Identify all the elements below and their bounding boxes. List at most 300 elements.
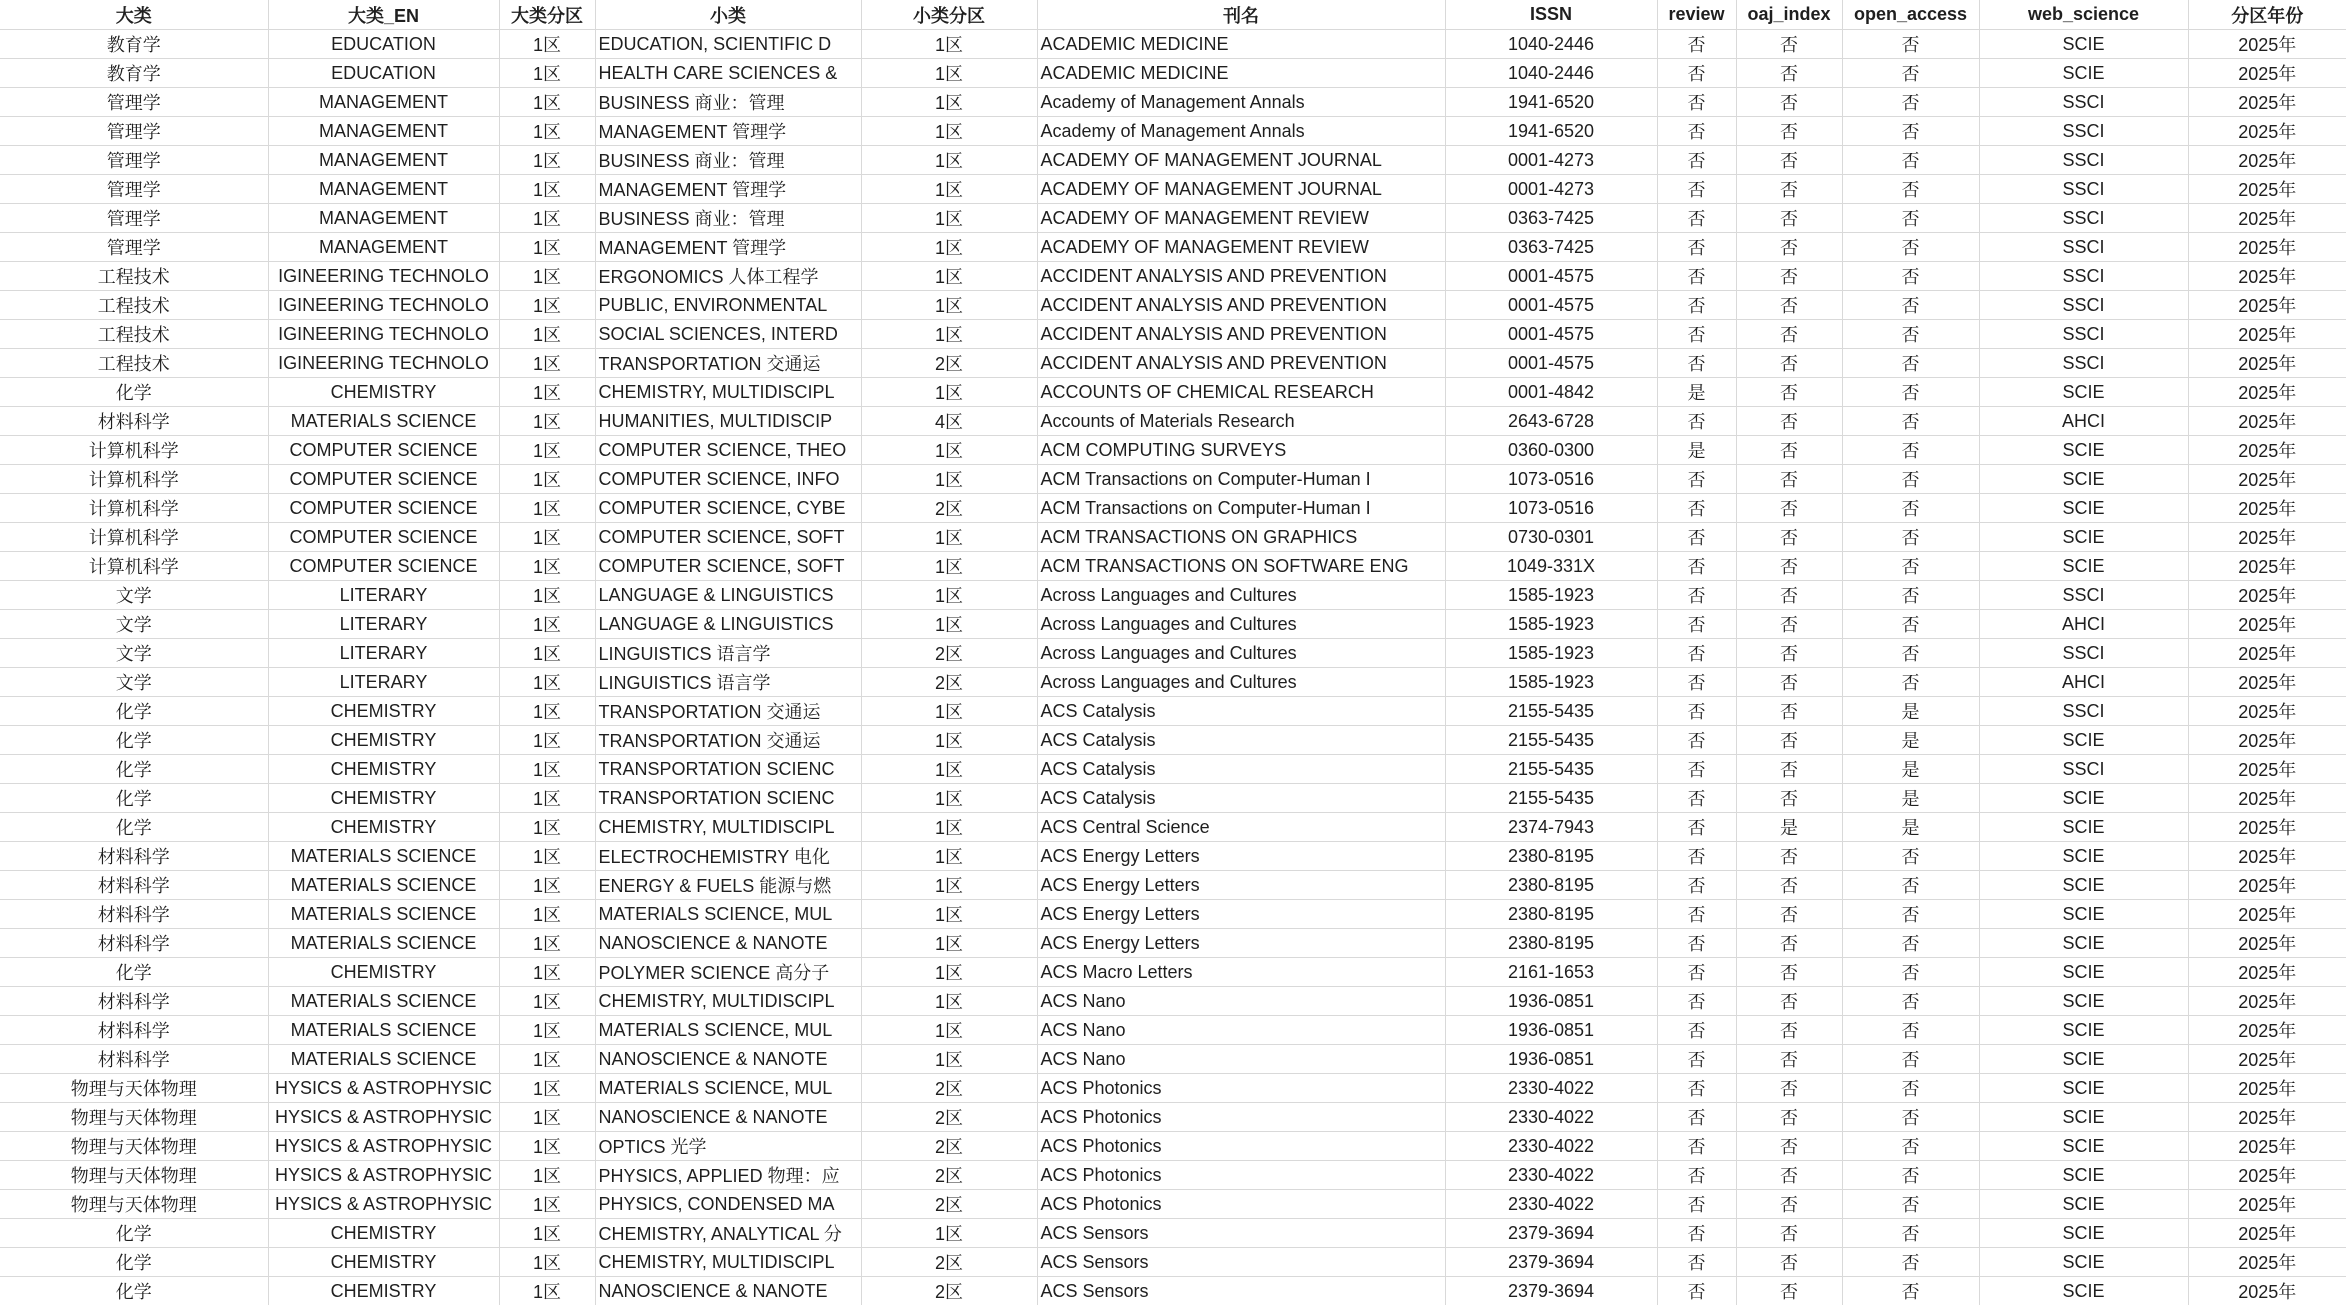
cell-xiaolei-fenqu[interactable]: 1区 (861, 1045, 1037, 1074)
cell-xiaolei-fenqu[interactable]: 2区 (861, 1161, 1037, 1190)
cell-web-science[interactable]: SSCI (1979, 639, 2188, 668)
cell-issn[interactable]: 2643-6728 (1445, 407, 1657, 436)
cell-web-science[interactable]: SCIE (1979, 726, 2188, 755)
cell-oaj-index[interactable]: 否 (1736, 320, 1842, 349)
cell-web-science[interactable]: SSCI (1979, 117, 2188, 146)
cell-xiaolei[interactable]: BUSINESS 商业：管理 (595, 204, 861, 233)
cell-issn[interactable]: 1585-1923 (1445, 668, 1657, 697)
cell-dalei-en[interactable]: MATERIALS SCIENCE (268, 842, 499, 871)
cell-dalei-fenqu[interactable]: 1区 (499, 929, 595, 958)
header-cell-xiaolei-fenqu[interactable]: 小类分区 (861, 0, 1037, 30)
cell-xiaolei[interactable]: MANAGEMENT 管理学 (595, 175, 861, 204)
cell-dalei-fenqu[interactable]: 1区 (499, 262, 595, 291)
cell-xiaolei-fenqu[interactable]: 1区 (861, 755, 1037, 784)
cell-kanming[interactable]: ACADEMY OF MANAGEMENT JOURNAL (1037, 146, 1445, 175)
cell-xiaolei-fenqu[interactable]: 2区 (861, 1190, 1037, 1219)
cell-open-access[interactable]: 否 (1842, 1190, 1979, 1219)
cell-issn[interactable]: 2379-3694 (1445, 1248, 1657, 1277)
cell-oaj-index[interactable]: 否 (1736, 784, 1842, 813)
cell-xiaolei-fenqu[interactable]: 2区 (861, 1103, 1037, 1132)
cell-issn[interactable]: 1040-2446 (1445, 30, 1657, 59)
cell-web-science[interactable]: SCIE (1979, 1219, 2188, 1248)
cell-dalei-fenqu[interactable]: 1区 (499, 1016, 595, 1045)
cell-fenqu-nianfen[interactable]: 2025年 (2188, 1161, 2346, 1190)
cell-open-access[interactable]: 否 (1842, 320, 1979, 349)
cell-xiaolei[interactable]: MANAGEMENT 管理学 (595, 117, 861, 146)
cell-review[interactable]: 否 (1657, 349, 1736, 378)
cell-dalei[interactable]: 文学 (0, 639, 268, 668)
cell-dalei[interactable]: 材料科学 (0, 987, 268, 1016)
cell-xiaolei[interactable]: TRANSPORTATION 交通运 (595, 349, 861, 378)
cell-kanming[interactable]: ACS Photonics (1037, 1190, 1445, 1219)
cell-dalei-fenqu[interactable]: 1区 (499, 494, 595, 523)
cell-oaj-index[interactable]: 否 (1736, 407, 1842, 436)
cell-dalei[interactable]: 计算机科学 (0, 465, 268, 494)
cell-review[interactable]: 否 (1657, 146, 1736, 175)
cell-issn[interactable]: 0001-4575 (1445, 320, 1657, 349)
cell-fenqu-nianfen[interactable]: 2025年 (2188, 552, 2346, 581)
cell-review[interactable]: 否 (1657, 610, 1736, 639)
cell-xiaolei[interactable]: CHEMISTRY, MULTIDISCIPL (595, 378, 861, 407)
cell-open-access[interactable]: 是 (1842, 697, 1979, 726)
cell-issn[interactable]: 0001-4575 (1445, 262, 1657, 291)
header-cell-review[interactable]: review (1657, 0, 1736, 30)
cell-dalei-fenqu[interactable]: 1区 (499, 146, 595, 175)
cell-xiaolei-fenqu[interactable]: 2区 (861, 1074, 1037, 1103)
cell-dalei-en[interactable]: LITERARY (268, 639, 499, 668)
cell-web-science[interactable]: SSCI (1979, 320, 2188, 349)
cell-issn[interactable]: 1040-2446 (1445, 59, 1657, 88)
cell-dalei-en[interactable]: LITERARY (268, 668, 499, 697)
cell-review[interactable]: 否 (1657, 1132, 1736, 1161)
cell-kanming[interactable]: ACS Nano (1037, 1045, 1445, 1074)
cell-review[interactable]: 否 (1657, 552, 1736, 581)
cell-xiaolei-fenqu[interactable]: 1区 (861, 262, 1037, 291)
cell-web-science[interactable]: SCIE (1979, 929, 2188, 958)
cell-dalei[interactable]: 文学 (0, 610, 268, 639)
cell-dalei-en[interactable]: HYSICS & ASTROPHYSIC (268, 1132, 499, 1161)
cell-issn[interactable]: 1049-331X (1445, 552, 1657, 581)
cell-dalei-en[interactable]: COMPUTER SCIENCE (268, 552, 499, 581)
cell-dalei-fenqu[interactable]: 1区 (499, 900, 595, 929)
cell-kanming[interactable]: ACCIDENT ANALYSIS AND PREVENTION (1037, 291, 1445, 320)
cell-web-science[interactable]: SCIE (1979, 842, 2188, 871)
cell-kanming[interactable]: Accounts of Materials Research (1037, 407, 1445, 436)
cell-xiaolei-fenqu[interactable]: 1区 (861, 88, 1037, 117)
cell-xiaolei[interactable]: HUMANITIES, MULTIDISCIP (595, 407, 861, 436)
cell-oaj-index[interactable]: 否 (1736, 1190, 1842, 1219)
cell-web-science[interactable]: SSCI (1979, 755, 2188, 784)
cell-fenqu-nianfen[interactable]: 2025年 (2188, 175, 2346, 204)
cell-open-access[interactable]: 否 (1842, 59, 1979, 88)
cell-xiaolei[interactable]: MATERIALS SCIENCE, MUL (595, 1074, 861, 1103)
cell-review[interactable]: 否 (1657, 1219, 1736, 1248)
cell-open-access[interactable]: 否 (1842, 146, 1979, 175)
cell-xiaolei[interactable]: NANOSCIENCE & NANOTE (595, 1103, 861, 1132)
cell-web-science[interactable]: AHCI (1979, 610, 2188, 639)
cell-dalei[interactable]: 管理学 (0, 146, 268, 175)
cell-oaj-index[interactable]: 否 (1736, 1103, 1842, 1132)
cell-open-access[interactable]: 否 (1842, 117, 1979, 146)
cell-kanming[interactable]: ACS Photonics (1037, 1103, 1445, 1132)
cell-dalei-fenqu[interactable]: 1区 (499, 291, 595, 320)
cell-xiaolei-fenqu[interactable]: 1区 (861, 465, 1037, 494)
cell-dalei[interactable]: 物理与天体物理 (0, 1103, 268, 1132)
header-cell-issn[interactable]: ISSN (1445, 0, 1657, 30)
cell-dalei-en[interactable]: CHEMISTRY (268, 697, 499, 726)
cell-dalei[interactable]: 管理学 (0, 117, 268, 146)
cell-open-access[interactable]: 否 (1842, 639, 1979, 668)
cell-oaj-index[interactable]: 否 (1736, 378, 1842, 407)
cell-review[interactable]: 否 (1657, 30, 1736, 59)
cell-xiaolei[interactable]: COMPUTER SCIENCE, CYBE (595, 494, 861, 523)
cell-issn[interactable]: 1073-0516 (1445, 465, 1657, 494)
cell-open-access[interactable]: 否 (1842, 1074, 1979, 1103)
cell-xiaolei[interactable]: TRANSPORTATION 交通运 (595, 726, 861, 755)
cell-xiaolei-fenqu[interactable]: 1区 (861, 233, 1037, 262)
cell-dalei-fenqu[interactable]: 1区 (499, 1277, 595, 1305)
cell-web-science[interactable]: SSCI (1979, 262, 2188, 291)
cell-dalei-fenqu[interactable]: 1区 (499, 523, 595, 552)
cell-open-access[interactable]: 否 (1842, 407, 1979, 436)
cell-dalei[interactable]: 物理与天体物理 (0, 1074, 268, 1103)
cell-kanming[interactable]: ACS Sensors (1037, 1277, 1445, 1305)
cell-oaj-index[interactable]: 否 (1736, 233, 1842, 262)
cell-open-access[interactable]: 否 (1842, 465, 1979, 494)
cell-oaj-index[interactable]: 否 (1736, 465, 1842, 494)
cell-xiaolei-fenqu[interactable]: 1区 (861, 871, 1037, 900)
cell-xiaolei-fenqu[interactable]: 1区 (861, 900, 1037, 929)
cell-issn[interactable]: 1585-1923 (1445, 610, 1657, 639)
cell-dalei-fenqu[interactable]: 1区 (499, 1103, 595, 1132)
cell-xiaolei-fenqu[interactable]: 1区 (861, 1016, 1037, 1045)
cell-fenqu-nianfen[interactable]: 2025年 (2188, 204, 2346, 233)
cell-xiaolei[interactable]: MATERIALS SCIENCE, MUL (595, 900, 861, 929)
cell-dalei-fenqu[interactable]: 1区 (499, 987, 595, 1016)
cell-kanming[interactable]: ACS Catalysis (1037, 755, 1445, 784)
cell-oaj-index[interactable]: 否 (1736, 1016, 1842, 1045)
cell-xiaolei-fenqu[interactable]: 1区 (861, 581, 1037, 610)
cell-review[interactable]: 否 (1657, 1277, 1736, 1305)
cell-dalei[interactable]: 计算机科学 (0, 436, 268, 465)
cell-dalei-fenqu[interactable]: 1区 (499, 958, 595, 987)
cell-fenqu-nianfen[interactable]: 2025年 (2188, 233, 2346, 262)
cell-fenqu-nianfen[interactable]: 2025年 (2188, 1074, 2346, 1103)
cell-xiaolei-fenqu[interactable]: 2区 (861, 639, 1037, 668)
cell-web-science[interactable]: SCIE (1979, 1045, 2188, 1074)
cell-xiaolei-fenqu[interactable]: 2区 (861, 1277, 1037, 1305)
cell-dalei-fenqu[interactable]: 1区 (499, 1074, 595, 1103)
cell-dalei-fenqu[interactable]: 1区 (499, 1045, 595, 1074)
cell-xiaolei[interactable]: CHEMISTRY, MULTIDISCIPL (595, 813, 861, 842)
cell-kanming[interactable]: ACS Nano (1037, 987, 1445, 1016)
cell-oaj-index[interactable]: 否 (1736, 552, 1842, 581)
cell-review[interactable]: 否 (1657, 204, 1736, 233)
cell-issn[interactable]: 0363-7425 (1445, 233, 1657, 262)
cell-dalei-en[interactable]: MATERIALS SCIENCE (268, 407, 499, 436)
cell-web-science[interactable]: SSCI (1979, 291, 2188, 320)
cell-xiaolei[interactable]: HEALTH CARE SCIENCES & (595, 59, 861, 88)
cell-fenqu-nianfen[interactable]: 2025年 (2188, 494, 2346, 523)
cell-fenqu-nianfen[interactable]: 2025年 (2188, 30, 2346, 59)
cell-fenqu-nianfen[interactable]: 2025年 (2188, 929, 2346, 958)
cell-xiaolei[interactable]: COMPUTER SCIENCE, SOFT (595, 523, 861, 552)
cell-dalei-en[interactable]: LITERARY (268, 610, 499, 639)
cell-web-science[interactable]: AHCI (1979, 668, 2188, 697)
cell-oaj-index[interactable]: 否 (1736, 1277, 1842, 1305)
cell-dalei[interactable]: 工程技术 (0, 349, 268, 378)
cell-issn[interactable]: 0001-4575 (1445, 291, 1657, 320)
cell-oaj-index[interactable]: 否 (1736, 958, 1842, 987)
cell-dalei-fenqu[interactable]: 1区 (499, 639, 595, 668)
cell-oaj-index[interactable]: 否 (1736, 1161, 1842, 1190)
cell-fenqu-nianfen[interactable]: 2025年 (2188, 842, 2346, 871)
header-cell-fenqu-nianfen[interactable]: 分区年份 (2188, 0, 2346, 30)
cell-dalei-en[interactable]: MANAGEMENT (268, 88, 499, 117)
cell-open-access[interactable]: 否 (1842, 987, 1979, 1016)
cell-kanming[interactable]: ACS Sensors (1037, 1219, 1445, 1248)
cell-issn[interactable]: 0363-7425 (1445, 204, 1657, 233)
cell-dalei-en[interactable]: HYSICS & ASTROPHYSIC (268, 1074, 499, 1103)
header-cell-dalei-fenqu[interactable]: 大类分区 (499, 0, 595, 30)
cell-kanming[interactable]: ACCOUNTS OF CHEMICAL RESEARCH (1037, 378, 1445, 407)
cell-web-science[interactable]: SCIE (1979, 59, 2188, 88)
cell-review[interactable]: 否 (1657, 175, 1736, 204)
cell-dalei[interactable]: 工程技术 (0, 262, 268, 291)
cell-dalei[interactable]: 工程技术 (0, 320, 268, 349)
cell-xiaolei-fenqu[interactable]: 1区 (861, 146, 1037, 175)
cell-issn[interactable]: 1585-1923 (1445, 581, 1657, 610)
cell-dalei[interactable]: 化学 (0, 726, 268, 755)
cell-dalei-en[interactable]: HYSICS & ASTROPHYSIC (268, 1190, 499, 1219)
cell-oaj-index[interactable]: 否 (1736, 726, 1842, 755)
cell-open-access[interactable]: 否 (1842, 610, 1979, 639)
cell-dalei-fenqu[interactable]: 1区 (499, 465, 595, 494)
cell-issn[interactable]: 2379-3694 (1445, 1277, 1657, 1305)
cell-fenqu-nianfen[interactable]: 2025年 (2188, 900, 2346, 929)
cell-open-access[interactable]: 否 (1842, 1016, 1979, 1045)
cell-issn[interactable]: 1941-6520 (1445, 117, 1657, 146)
cell-xiaolei-fenqu[interactable]: 1区 (861, 726, 1037, 755)
cell-open-access[interactable]: 否 (1842, 668, 1979, 697)
cell-dalei-en[interactable]: CHEMISTRY (268, 1248, 499, 1277)
cell-dalei[interactable]: 管理学 (0, 233, 268, 262)
cell-dalei[interactable]: 化学 (0, 784, 268, 813)
cell-dalei[interactable]: 化学 (0, 697, 268, 726)
cell-xiaolei-fenqu[interactable]: 1区 (861, 842, 1037, 871)
cell-kanming[interactable]: ACCIDENT ANALYSIS AND PREVENTION (1037, 349, 1445, 378)
cell-kanming[interactable]: ACM Transactions on Computer-Human I (1037, 494, 1445, 523)
cell-oaj-index[interactable]: 否 (1736, 900, 1842, 929)
cell-fenqu-nianfen[interactable]: 2025年 (2188, 987, 2346, 1016)
cell-fenqu-nianfen[interactable]: 2025年 (2188, 523, 2346, 552)
cell-xiaolei[interactable]: MATERIALS SCIENCE, MUL (595, 1016, 861, 1045)
cell-oaj-index[interactable]: 否 (1736, 262, 1842, 291)
cell-dalei-en[interactable]: MANAGEMENT (268, 117, 499, 146)
cell-open-access[interactable]: 否 (1842, 175, 1979, 204)
cell-xiaolei-fenqu[interactable]: 4区 (861, 407, 1037, 436)
cell-dalei-fenqu[interactable]: 1区 (499, 1190, 595, 1219)
cell-review[interactable]: 否 (1657, 88, 1736, 117)
cell-open-access[interactable]: 否 (1842, 1132, 1979, 1161)
cell-fenqu-nianfen[interactable]: 2025年 (2188, 813, 2346, 842)
cell-dalei[interactable]: 文学 (0, 668, 268, 697)
header-cell-dalei[interactable]: 大类 (0, 0, 268, 30)
cell-open-access[interactable]: 否 (1842, 1045, 1979, 1074)
cell-xiaolei[interactable]: ENERGY & FUELS 能源与燃 (595, 871, 861, 900)
cell-issn[interactable]: 1073-0516 (1445, 494, 1657, 523)
cell-dalei[interactable]: 计算机科学 (0, 523, 268, 552)
cell-open-access[interactable]: 否 (1842, 523, 1979, 552)
cell-web-science[interactable]: SCIE (1979, 523, 2188, 552)
cell-xiaolei-fenqu[interactable]: 2区 (861, 668, 1037, 697)
cell-dalei-fenqu[interactable]: 1区 (499, 378, 595, 407)
cell-oaj-index[interactable]: 否 (1736, 175, 1842, 204)
header-cell-web-science[interactable]: web_science (1979, 0, 2188, 30)
cell-review[interactable]: 否 (1657, 523, 1736, 552)
cell-xiaolei-fenqu[interactable]: 1区 (861, 175, 1037, 204)
cell-dalei-fenqu[interactable]: 1区 (499, 697, 595, 726)
cell-kanming[interactable]: ACS Catalysis (1037, 784, 1445, 813)
cell-kanming[interactable]: Academy of Management Annals (1037, 117, 1445, 146)
cell-oaj-index[interactable]: 否 (1736, 581, 1842, 610)
cell-xiaolei-fenqu[interactable]: 1区 (861, 30, 1037, 59)
cell-xiaolei-fenqu[interactable]: 2区 (861, 494, 1037, 523)
cell-web-science[interactable]: SCIE (1979, 1103, 2188, 1132)
cell-open-access[interactable]: 否 (1842, 30, 1979, 59)
cell-dalei-en[interactable]: COMPUTER SCIENCE (268, 465, 499, 494)
cell-xiaolei[interactable]: POLYMER SCIENCE 高分子 (595, 958, 861, 987)
cell-dalei[interactable]: 材料科学 (0, 1016, 268, 1045)
cell-dalei-en[interactable]: MATERIALS SCIENCE (268, 1045, 499, 1074)
cell-dalei[interactable]: 物理与天体物理 (0, 1190, 268, 1219)
cell-web-science[interactable]: SSCI (1979, 697, 2188, 726)
cell-kanming[interactable]: ACCIDENT ANALYSIS AND PREVENTION (1037, 262, 1445, 291)
cell-xiaolei-fenqu[interactable]: 1区 (861, 59, 1037, 88)
cell-open-access[interactable]: 否 (1842, 842, 1979, 871)
cell-dalei-en[interactable]: MATERIALS SCIENCE (268, 987, 499, 1016)
cell-kanming[interactable]: ACM TRANSACTIONS ON GRAPHICS (1037, 523, 1445, 552)
cell-dalei[interactable]: 文学 (0, 581, 268, 610)
header-cell-oaj-index[interactable]: oaj_index (1736, 0, 1842, 30)
cell-dalei[interactable]: 材料科学 (0, 407, 268, 436)
cell-review[interactable]: 否 (1657, 262, 1736, 291)
cell-oaj-index[interactable]: 否 (1736, 523, 1842, 552)
cell-dalei-fenqu[interactable]: 1区 (499, 117, 595, 146)
cell-fenqu-nianfen[interactable]: 2025年 (2188, 1190, 2346, 1219)
cell-review[interactable]: 否 (1657, 494, 1736, 523)
cell-dalei[interactable]: 化学 (0, 378, 268, 407)
cell-dalei[interactable]: 化学 (0, 813, 268, 842)
cell-dalei-fenqu[interactable]: 1区 (499, 1248, 595, 1277)
cell-web-science[interactable]: SSCI (1979, 88, 2188, 117)
cell-dalei-fenqu[interactable]: 1区 (499, 755, 595, 784)
cell-issn[interactable]: 1936-0851 (1445, 987, 1657, 1016)
cell-dalei-fenqu[interactable]: 1区 (499, 204, 595, 233)
cell-issn[interactable]: 2330-4022 (1445, 1190, 1657, 1219)
cell-xiaolei-fenqu[interactable]: 1区 (861, 291, 1037, 320)
cell-issn[interactable]: 2330-4022 (1445, 1103, 1657, 1132)
cell-dalei[interactable]: 材料科学 (0, 1045, 268, 1074)
cell-fenqu-nianfen[interactable]: 2025年 (2188, 1248, 2346, 1277)
cell-review[interactable]: 否 (1657, 784, 1736, 813)
cell-open-access[interactable]: 是 (1842, 784, 1979, 813)
cell-review[interactable]: 否 (1657, 291, 1736, 320)
cell-review[interactable]: 否 (1657, 987, 1736, 1016)
cell-open-access[interactable]: 否 (1842, 581, 1979, 610)
cell-review[interactable]: 否 (1657, 1074, 1736, 1103)
cell-xiaolei-fenqu[interactable]: 1区 (861, 784, 1037, 813)
cell-oaj-index[interactable]: 否 (1736, 929, 1842, 958)
cell-issn[interactable]: 1585-1923 (1445, 639, 1657, 668)
cell-kanming[interactable]: ACS Energy Letters (1037, 871, 1445, 900)
cell-oaj-index[interactable]: 否 (1736, 146, 1842, 175)
cell-xiaolei[interactable]: COMPUTER SCIENCE, THEO (595, 436, 861, 465)
cell-kanming[interactable]: Across Languages and Cultures (1037, 610, 1445, 639)
cell-kanming[interactable]: Across Languages and Cultures (1037, 668, 1445, 697)
cell-issn[interactable]: 0001-4842 (1445, 378, 1657, 407)
cell-review[interactable]: 否 (1657, 726, 1736, 755)
cell-xiaolei[interactable]: NANOSCIENCE & NANOTE (595, 1045, 861, 1074)
cell-oaj-index[interactable]: 否 (1736, 436, 1842, 465)
cell-fenqu-nianfen[interactable]: 2025年 (2188, 726, 2346, 755)
cell-dalei-fenqu[interactable]: 1区 (499, 668, 595, 697)
cell-kanming[interactable]: ACS Catalysis (1037, 697, 1445, 726)
cell-xiaolei-fenqu[interactable]: 2区 (861, 349, 1037, 378)
cell-oaj-index[interactable]: 否 (1736, 1132, 1842, 1161)
cell-issn[interactable]: 2379-3694 (1445, 1219, 1657, 1248)
cell-kanming[interactable]: Across Languages and Cultures (1037, 639, 1445, 668)
cell-issn[interactable]: 0001-4273 (1445, 175, 1657, 204)
cell-xiaolei[interactable]: SOCIAL SCIENCES, INTERD (595, 320, 861, 349)
cell-open-access[interactable]: 是 (1842, 813, 1979, 842)
cell-kanming[interactable]: ACS Nano (1037, 1016, 1445, 1045)
cell-dalei-fenqu[interactable]: 1区 (499, 349, 595, 378)
cell-issn[interactable]: 0001-4273 (1445, 146, 1657, 175)
cell-xiaolei[interactable]: TRANSPORTATION SCIENC (595, 784, 861, 813)
cell-xiaolei-fenqu[interactable]: 1区 (861, 436, 1037, 465)
cell-review[interactable]: 否 (1657, 407, 1736, 436)
cell-kanming[interactable]: ACCIDENT ANALYSIS AND PREVENTION (1037, 320, 1445, 349)
cell-dalei-en[interactable]: CHEMISTRY (268, 378, 499, 407)
cell-kanming[interactable]: ACS Energy Letters (1037, 929, 1445, 958)
cell-issn[interactable]: 0360-0300 (1445, 436, 1657, 465)
cell-issn[interactable]: 2374-7943 (1445, 813, 1657, 842)
cell-review[interactable]: 否 (1657, 958, 1736, 987)
cell-review[interactable]: 否 (1657, 117, 1736, 146)
cell-web-science[interactable]: SCIE (1979, 871, 2188, 900)
cell-fenqu-nianfen[interactable]: 2025年 (2188, 668, 2346, 697)
cell-dalei[interactable]: 材料科学 (0, 842, 268, 871)
cell-xiaolei-fenqu[interactable]: 1区 (861, 523, 1037, 552)
cell-issn[interactable]: 2155-5435 (1445, 726, 1657, 755)
cell-dalei-en[interactable]: MATERIALS SCIENCE (268, 900, 499, 929)
cell-fenqu-nianfen[interactable]: 2025年 (2188, 146, 2346, 175)
cell-fenqu-nianfen[interactable]: 2025年 (2188, 117, 2346, 146)
cell-open-access[interactable]: 否 (1842, 1161, 1979, 1190)
cell-kanming[interactable]: ACS Catalysis (1037, 726, 1445, 755)
cell-oaj-index[interactable]: 否 (1736, 1219, 1842, 1248)
cell-open-access[interactable]: 否 (1842, 871, 1979, 900)
cell-web-science[interactable]: SSCI (1979, 581, 2188, 610)
cell-issn[interactable]: 0730-0301 (1445, 523, 1657, 552)
cell-dalei[interactable]: 物理与天体物理 (0, 1132, 268, 1161)
cell-kanming[interactable]: ACS Photonics (1037, 1161, 1445, 1190)
cell-issn[interactable]: 2330-4022 (1445, 1074, 1657, 1103)
cell-dalei[interactable]: 材料科学 (0, 871, 268, 900)
cell-issn[interactable]: 2155-5435 (1445, 755, 1657, 784)
cell-kanming[interactable]: Across Languages and Cultures (1037, 581, 1445, 610)
